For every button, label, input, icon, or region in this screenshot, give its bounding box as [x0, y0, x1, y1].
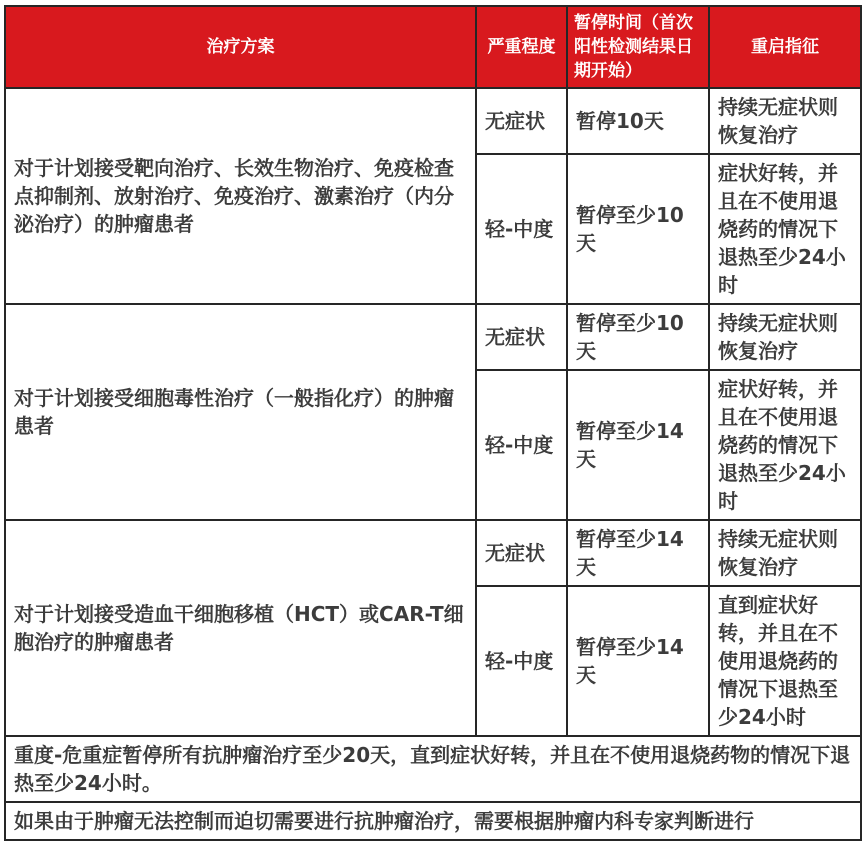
header-pause-time: 暂停时间（首次阳性检测结果日期开始）	[567, 6, 709, 88]
footnote-row-severe	[5, 736, 861, 802]
plan-cell-hct-cart: 对于计划接受造血干细胞移植（HCT）或CAR-T细胞治疗的肿瘤患者	[5, 520, 476, 736]
table-header-row	[5, 6, 861, 88]
pause-cell: 暂停至少14天	[567, 520, 709, 586]
header-treatment-plan: 治疗方案	[5, 6, 476, 88]
plan-cell-targeted-therapy: 对于计划接受靶向治疗、长效生物治疗、免疫检查点抑制剂、放射治疗、免疫治疗、激素治疗（内分泌治疗）的肿瘤患者	[5, 88, 476, 304]
header-restart-indication: 重启指征	[709, 6, 861, 88]
table-row	[5, 304, 861, 370]
pause-cell: 暂停至少10天	[567, 304, 709, 370]
restart-cell: 症状好转，并且在不使用退烧药的情况下退热至少24小时	[709, 370, 861, 520]
footnote-row-uncontrolled	[5, 802, 861, 840]
restart-cell: 持续无症状则恢复治疗	[709, 520, 861, 586]
table-row	[5, 88, 861, 154]
restart-cell: 持续无症状则恢复治疗	[709, 304, 861, 370]
plan-cell-cytotoxic-therapy: 对于计划接受细胞毒性治疗（一般指化疗）的肿瘤患者	[5, 304, 476, 520]
restart-cell: 症状好转，并且在不使用退烧药的情况下退热至少24小时	[709, 154, 861, 304]
severity-cell: 轻-中度	[476, 370, 567, 520]
pause-cell: 暂停10天	[567, 88, 709, 154]
pause-cell: 暂停至少10天	[567, 154, 709, 304]
pause-cell: 暂停至少14天	[567, 370, 709, 520]
restart-cell: 直到症状好转，并且在不使用退烧药的情况下退热至少24小时	[709, 586, 861, 736]
severity-cell: 轻-中度	[476, 586, 567, 736]
pause-cell: 暂停至少14天	[567, 586, 709, 736]
severity-cell: 无症状	[476, 520, 567, 586]
treatment-pause-table	[4, 5, 862, 841]
restart-cell: 持续无症状则恢复治疗	[709, 88, 861, 154]
table-row	[5, 520, 861, 586]
severity-cell: 无症状	[476, 88, 567, 154]
severity-cell: 无症状	[476, 304, 567, 370]
footnote-severe-text: 重度-危重症暂停所有抗肿瘤治疗至少20天，直到症状好转，并且在不使用退烧药物的情况下退热至少24小时。	[5, 736, 861, 802]
header-severity: 严重程度	[476, 6, 567, 88]
severity-cell: 轻-中度	[476, 154, 567, 304]
footnote-uncontrolled-text: 如果由于肿瘤无法控制而迫切需要进行抗肿瘤治疗，需要根据肿瘤内科专家判断进行	[5, 802, 861, 840]
